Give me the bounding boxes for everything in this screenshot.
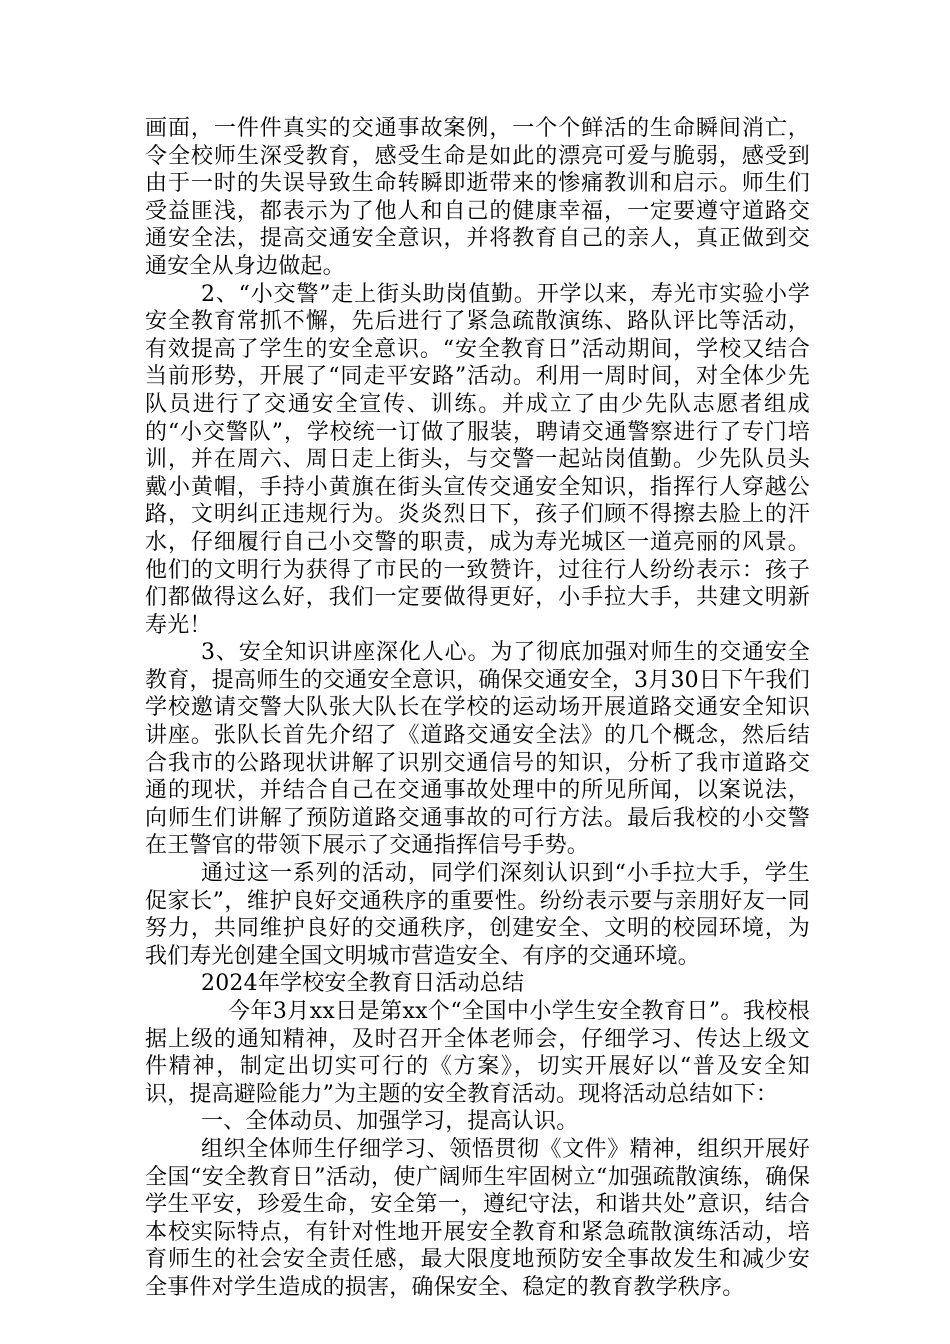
paragraph-study-organization: 组织全体师生仔细学习、领悟贯彻《文件》精神，组织开展好全国“安全教育日”活动，使广阔师生牢固树立“加强疏散演练，确保学生平安，珍爱生命，安全第一，遵纪守法，和谐共处”意识，结合本校实际特点，有针对性地开展安全教育和紧急疏散演练活动，培育师生的社会安全责任感，最大限度地预防安全事故发生和减少安全事件对学生造成的损害，确保安全、稳定的教育教学秩序。 bbox=[145, 1136, 810, 1300]
paragraph-safety-lecture: 3、安全知识讲座深化人心。为了彻底加强对师生的交通安全教育，提高师生的交通安全意识，确保交通安全，3月30日下午我们学校邀请交警大队张大队长在学校的运动场开展道路交通安全知识讲座。张队长首先介绍了《道路交通安全法》的几个概念，然后结合我市的公路现状讲解了识别交通信号的知识，分析了我市道路交通的现状，并结合自己在交通事故处理中的所见所闻，以案说法，向师生们讲解了预防道路交通事故的可行方法。最后我校的小交警在王警官的带领下展示了交通指挥信号手势。 bbox=[145, 640, 810, 859]
section-title: 2024年学校安全教育日活动总结 bbox=[201, 971, 525, 997]
document-body bbox=[145, 115, 810, 1302]
paragraph-activity-conclusion: 通过这一系列的活动，同学们深刻认识到“小手拉大手，学生促家长”，维护良好交通秩序的重要性。纷纷表示要与亲朋好友一同努力，共同维护良好的交通秩序，创建安全、文明的校园环境，为我们寿光创建全国文明城市营造安全、有序的交通环境。 bbox=[145, 861, 810, 969]
paragraph-safety-day-intro: 今年3月xx日是第xx个“全国中小学生安全教育日”。我校根据上级的通知精神，及时召开全体老师会，仔细学习、传达上级文件精神，制定出切实可行的《方案》，切实开展好以“普及安全知识，提高避险能力”为主题的安全教育活动。现将活动总结如下： bbox=[145, 999, 810, 1107]
section-heading-mobilization: 一、全体动员、加强学习，提高认识。 bbox=[201, 1109, 579, 1135]
paragraph-accident-cases: 画面，一件件真实的交通事故案例，一个个鲜活的生命瞬间消亡，令全校师生深受教育，感受生命是如此的漂亮可爱与脆弱，感受到由于一时的失误导致生命转瞬即逝带来的惨痛教训和启示。师生们受益匪浅，都表示为了他人和自己的健康幸福，一定要遵守道路交通安全法，提高交通安全意识，并将教育自己的亲人，真正做到交通安全从身边做起。 bbox=[145, 116, 810, 279]
paragraph-little-traffic-police: 2、“小交警”走上街头助岗值勤。开学以来，寿光市实验小学安全教育常抓不懈，先后进行了紧急疏散演练、路队评比等活动，有效提高了学生的安全意识。“安全教育日”活动期间，学校又结合当前形势，开展了“同走平安路”活动。利用一周时间，对全体少先队员进行了交通安全宣传、训练。并成立了由少先队志愿者组成的“小交警队”，学校统一订做了服装，聘请交通警察进行了专门培训，并在周六、周日走上街头，与交警一起站岗值勤。少先队员头戴小黄帽，手持小黄旗在街头宣传交通安全知识，指挥行人穿越公路，文明纠正违规行为。炎炎烈日下，孩子们顾不得擦去脸上的汗水，仔细履行自己小交警的职责，成为寿光城区一道亮丽的风景。他们的文明行为获得了市民的一致赞许，过往行人纷纷表示：孩子们都做得这么好，我们一定要做得更好，小手拉大手，共建文明新寿光！ bbox=[145, 281, 810, 638]
